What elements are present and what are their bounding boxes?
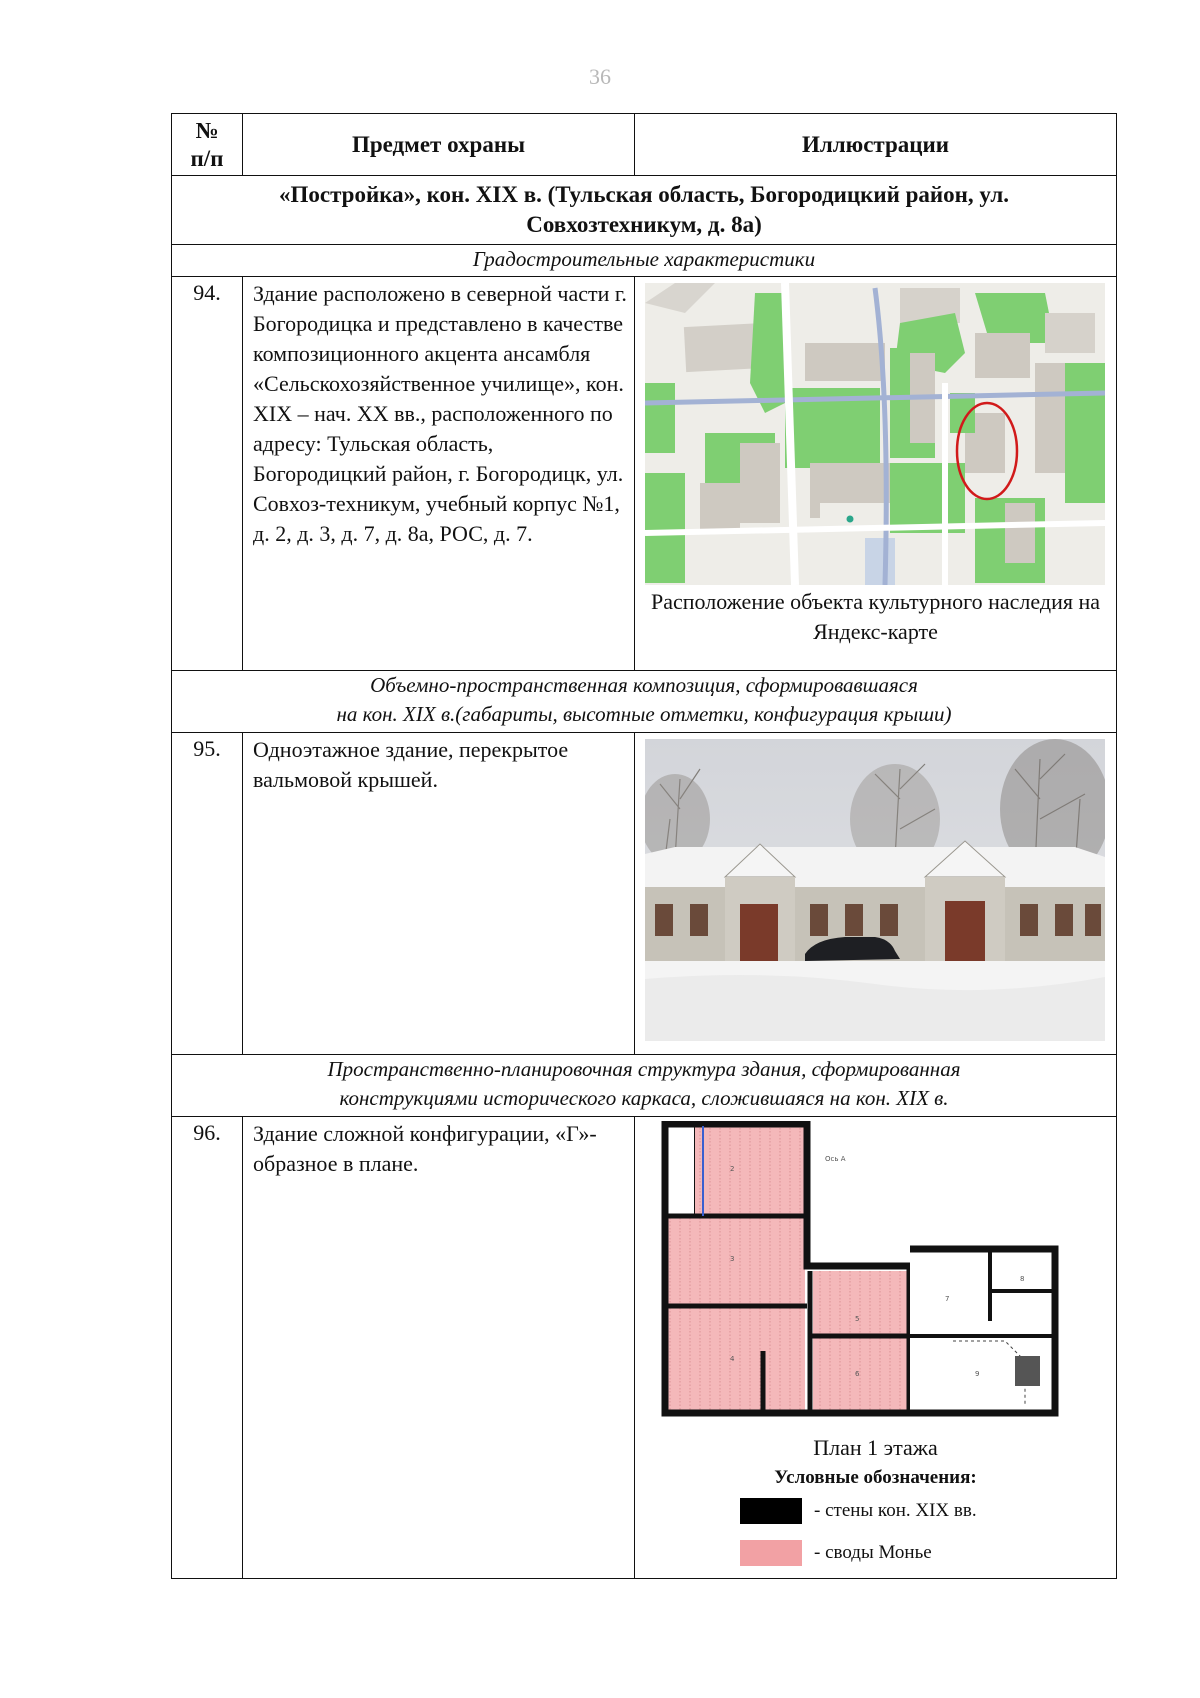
legend-swatch-walls — [740, 1498, 802, 1524]
svg-text:4: 4 — [730, 1355, 735, 1363]
row-description: Здание расположено в северной части г. Богородицка и представлено в качестве композиционного акцента ансамбля «Сельскохозяйственное училище», кон. XIX – нач. XX вв., расположенного по адресу: Тульская область, Богородицкий район, г. Богородицк, ул. Совхоз-техникум, учебный корпус №1, д. 2, д. 3, д. 7, д. 8а, РОС, д. 7. — [243, 277, 635, 671]
section-heading-row — [172, 245, 1117, 277]
section-heading-row — [172, 1055, 1117, 1117]
section-heading-row — [172, 671, 1117, 733]
header-number-line2: п/п — [190, 145, 224, 171]
svg-text:6: 6 — [855, 1370, 860, 1378]
svg-text:5: 5 — [855, 1315, 860, 1323]
svg-text:Ось А: Ось А — [825, 1155, 846, 1163]
svg-text:2: 2 — [730, 1165, 735, 1173]
table-row — [172, 277, 1117, 671]
row-number: 96. — [172, 1117, 243, 1579]
svg-text:8: 8 — [1020, 1275, 1025, 1283]
table-row — [172, 1117, 1117, 1579]
legend-item-walls — [740, 1497, 1106, 1525]
row-number: 94. — [172, 277, 243, 671]
legend-label: - своды Монье — [814, 1542, 932, 1563]
page-number: 36 — [589, 64, 611, 89]
row-description: Одноэтажное здание, перекрытое вальмовой крышей. — [243, 733, 635, 1055]
table-header-row — [172, 114, 1117, 176]
legend-title: Условные обозначения: — [774, 1467, 977, 1488]
section-heading — [172, 1055, 1117, 1117]
legend-item-vaults — [740, 1539, 1106, 1567]
header-number-line1: № — [195, 117, 219, 143]
section-heading-line1: Объемно-пространственная композиция, сформировавшаяся — [370, 673, 918, 697]
header-subject: Предмет охраны — [243, 114, 635, 176]
object-title-line1: «Постройка», кон. XIX в. (Тульская область, Богородицкий район, ул. — [278, 182, 1010, 207]
row-number: 95. — [172, 733, 243, 1055]
map-illustration-cell — [635, 277, 1117, 671]
section-heading-line2: конструкциями исторического каркаса, сложившаяся на кон. XIX в. — [339, 1086, 949, 1110]
svg-text:3: 3 — [730, 1255, 735, 1263]
map-caption: Расположение объекта культурного наследия на Яндекс-карте — [650, 589, 1101, 644]
photo-illustration-cell — [635, 733, 1117, 1055]
building-photo — [645, 739, 1105, 1041]
plan-illustration-cell — [635, 1117, 1117, 1579]
section-heading-line1: Пространственно-планировочная структура здания, сформированная — [327, 1057, 961, 1081]
floor-plan — [645, 1121, 1105, 1421]
section-heading: Градостроительные характеристики — [172, 245, 1117, 277]
table-row — [172, 733, 1117, 1055]
svg-text:9: 9 — [975, 1370, 980, 1378]
object-title-line2: Совхозтехникум, д. 8а) — [526, 212, 762, 237]
section-heading — [172, 671, 1117, 733]
object-title-row — [172, 176, 1117, 245]
svg-text:7: 7 — [945, 1295, 950, 1303]
header-illustrations: Иллюстрации — [635, 114, 1117, 176]
header-number — [172, 114, 243, 176]
legend-swatch-vaults — [740, 1540, 802, 1566]
section-heading-line2: на кон. XIX в.(габариты, высотные отметки, конфигурация крыши) — [336, 702, 952, 726]
map-image — [645, 283, 1105, 585]
object-title — [172, 176, 1117, 245]
legend-label: - стены кон. XIX вв. — [814, 1500, 977, 1521]
row-description: Здание сложной конфигурации, «Г»-образное в плане. — [243, 1117, 635, 1579]
plan-caption: План 1 этажа — [813, 1435, 938, 1460]
protection-subject-table — [171, 113, 1117, 1579]
